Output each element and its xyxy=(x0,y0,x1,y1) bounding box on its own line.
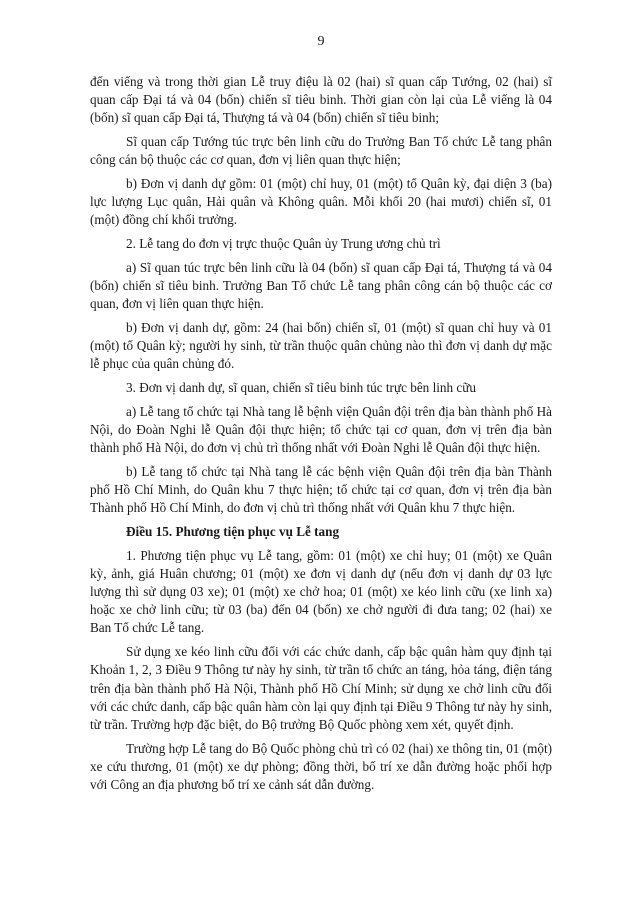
article-heading: Điều 15. Phương tiện phục vụ Lễ tang xyxy=(126,523,340,539)
paragraph-general-officer: Sĩ quan cấp Tướng túc trực bên linh cữu do Trưởng Ban Tổ chức Lễ tang phân công cán bộ thuộc các cơ quan, đơn vị liên quan thực hiện; xyxy=(90,134,552,168)
paragraph-article-vehicle-use: Sử dụng xe kéo linh cữu đối với các chức danh, cấp bậc quân hàm quy định tại Khoản 1, 2, 3 Điều 9 Thông tư này hy sinh, từ trần tổ chức an táng, hỏa táng, điện táng trên địa bàn thành phố Hà Nội, Thành phố Hồ Chí Minh; sử dụng xe chở linh cữu đối với các chức danh, cấp bậc quân hàm còn lại quy định tại Điều 9 Thông tư này hy sinh, từ trần. Trường hợp đặc biệt, do Bộ trưởng Bộ Quốc phòng xem xét, quyết định. xyxy=(90,644,552,732)
paragraph-section-3b: b) Lễ tang tổ chức tại Nhà tang lễ các bệnh viện Quân đội trên địa bàn Thành phố Hồ Chí Minh, do Quân khu 7 thực hiện; tổ chức tại cơ quan, đơn vị trên địa bàn Thành phố Hồ Chí Minh, do đơn vị chủ trì thống nhất với Quân khu 7 thực hiện. xyxy=(90,463,552,516)
paragraph-article-ministry: Trường hợp Lễ tang do Bộ Quốc phòng chủ trì có 02 (hai) xe thông tin, 01 (một) xe cứu thương, 01 (một) xe dự phòng; đồng thời, bố trí xe dẫn đường hoặc phối hợp với Công an địa phương bố trí xe cảnh sát dẫn đường. xyxy=(90,740,552,793)
paragraph-section-3a: a) Lễ tang tổ chức tại Nhà tang lễ bệnh viện Quân đội trên địa bàn thành phố Hà Nội, do Đoàn Nghi lễ Quân đội thực hiện; tổ chức tại cơ quan, đơn vị trên địa bàn thành phố Hà Nội, do đơn vị chủ trì thống nhất với Đoàn Nghi lễ Quân đội thực hiện. xyxy=(90,403,552,456)
paragraph-section-2a: a) Sĩ quan túc trực bên linh cữu là 04 (bốn) sĩ quan cấp Đại tá, Thượng tá và 04 (bốn) chiến sĩ tiêu binh. Trưởng Ban Tổ chức Lễ tang phân công cán bộ thuộc các cơ quan, đơn vị liên quan thực hiện. xyxy=(90,259,552,312)
page-number: 9 xyxy=(317,34,325,49)
paragraph-section-2b: b) Đơn vị danh dự, gồm: 24 (hai bốn) chiến sĩ, 01 (một) sĩ quan chỉ huy và 01 (một) tổ Quân kỳ; người hy sinh, từ trần thuộc quân chủng nào thì đơn vị danh dự mặc lễ phục của quân chủng đó. xyxy=(90,319,552,372)
paragraph-honor-unit: b) Đơn vị danh dự gồm: 01 (một) chỉ huy, 01 (một) tổ Quân kỳ, đại diện 3 (ba) lực lượng Lục quân, Hải quân và Không quân. Mỗi khối 20 (hai mươi) chiến sĩ, 01 (một) đồng chí khối trưởng. xyxy=(90,176,552,228)
paragraph-continuation: đến viếng và trong thời gian Lễ truy điệu là 02 (hai) sĩ quan cấp Tướng, 02 (hai) sĩ quan cấp Đại tá và 04 (bốn) chiến sĩ tiêu binh. Thời gian còn lại của Lễ viếng là 04 (bốn) sĩ quan cấp Đại tá, Thượng tá và 04 (bốn) chiến sĩ tiêu binh; xyxy=(90,74,552,126)
paragraph-section-2: 2. Lễ tang do đơn vị trực thuộc Quân ủy Trung ương chủ trì xyxy=(126,236,441,252)
paragraph-section-3: 3. Đơn vị danh dự, sĩ quan, chiến sĩ tiêu binh túc trực bên linh cữu xyxy=(126,380,476,396)
paragraph-article-1: 1. Phương tiện phục vụ Lễ tang, gồm: 01 (một) xe chỉ huy; 01 (một) xe Quân kỳ, ảnh, giá Huân chương; 01 (một) xe đơn vị danh dự (nếu đơn vị danh dự 03 lực lượng thì sử dụng 03 xe); 01 (một) xe chở hoa; 01 (một) xe kéo linh cữu (xe linh xa) hoặc xe chở linh cữu; từ 03 (ba) đến 04 (bốn) xe chở người đi đưa tang; 02 (hai) xe Ban Tổ chức Lễ tang. xyxy=(90,547,552,636)
